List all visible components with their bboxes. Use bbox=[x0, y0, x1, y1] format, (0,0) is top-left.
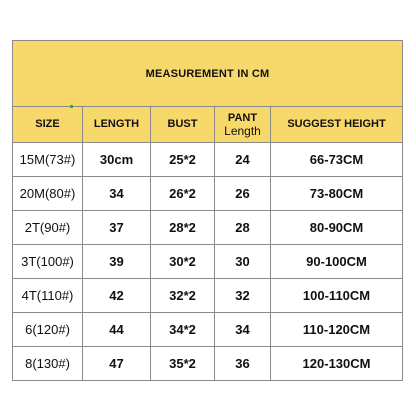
cell-height: 80-90CM bbox=[271, 211, 403, 245]
cell-pant: 28 bbox=[215, 211, 271, 245]
cell-size: 8(130#) bbox=[13, 347, 83, 381]
header-bust: BUST bbox=[151, 107, 215, 143]
table-row bbox=[13, 279, 403, 313]
cell-height: 66-73CM bbox=[271, 143, 403, 177]
cell-bust: 26*2 bbox=[151, 177, 215, 211]
title-row bbox=[13, 41, 403, 107]
cell-pant: 34 bbox=[215, 313, 271, 347]
cell-size: 20M(80#) bbox=[13, 177, 83, 211]
cell-size: 2T(90#) bbox=[13, 211, 83, 245]
cell-length: 30cm bbox=[83, 143, 151, 177]
cell-length: 39 bbox=[83, 245, 151, 279]
cell-length: 42 bbox=[83, 279, 151, 313]
cell-bust: 35*2 bbox=[151, 347, 215, 381]
cell-size: 6(120#) bbox=[13, 313, 83, 347]
cell-bust: 28*2 bbox=[151, 211, 215, 245]
size-chart bbox=[12, 40, 402, 381]
cell-bust: 34*2 bbox=[151, 313, 215, 347]
cell-size: 4T(110#) bbox=[13, 279, 83, 313]
cell-height: 90-100CM bbox=[271, 245, 403, 279]
header-size: SIZE bbox=[13, 107, 83, 143]
cell-height: 73-80CM bbox=[271, 177, 403, 211]
cell-pant: 32 bbox=[215, 279, 271, 313]
cell-bust: 25*2 bbox=[151, 143, 215, 177]
table-title: MEASUREMENT IN CM bbox=[13, 41, 403, 107]
cell-bust: 32*2 bbox=[151, 279, 215, 313]
cell-length: 34 bbox=[83, 177, 151, 211]
header-row bbox=[13, 107, 403, 143]
cell-height: 110-120CM bbox=[271, 313, 403, 347]
table-row bbox=[13, 347, 403, 381]
header-suggest-height: SUGGEST HEIGHT bbox=[271, 107, 403, 143]
cell-length: 37 bbox=[83, 211, 151, 245]
cell-bust: 30*2 bbox=[151, 245, 215, 279]
table-row bbox=[13, 177, 403, 211]
cell-height: 100-110CM bbox=[271, 279, 403, 313]
cell-pant: 24 bbox=[215, 143, 271, 177]
cell-pant: 26 bbox=[215, 177, 271, 211]
cell-pant: 30 bbox=[215, 245, 271, 279]
cell-length: 44 bbox=[83, 313, 151, 347]
table-row bbox=[13, 313, 403, 347]
cell-pant: 36 bbox=[215, 347, 271, 381]
table-body bbox=[13, 143, 403, 381]
cell-size: 15M(73#) bbox=[13, 143, 83, 177]
header-length: LENGTH bbox=[83, 107, 151, 143]
cell-length: 47 bbox=[83, 347, 151, 381]
green-marker bbox=[70, 105, 73, 108]
header-pant-sub: Length bbox=[224, 123, 261, 138]
table-row bbox=[13, 143, 403, 177]
table-row bbox=[13, 245, 403, 279]
header-pant-main: PANT bbox=[227, 111, 258, 124]
size-table bbox=[12, 40, 403, 381]
header-pant bbox=[215, 107, 271, 143]
cell-height: 120-130CM bbox=[271, 347, 403, 381]
cell-size: 3T(100#) bbox=[13, 245, 83, 279]
table-row bbox=[13, 211, 403, 245]
